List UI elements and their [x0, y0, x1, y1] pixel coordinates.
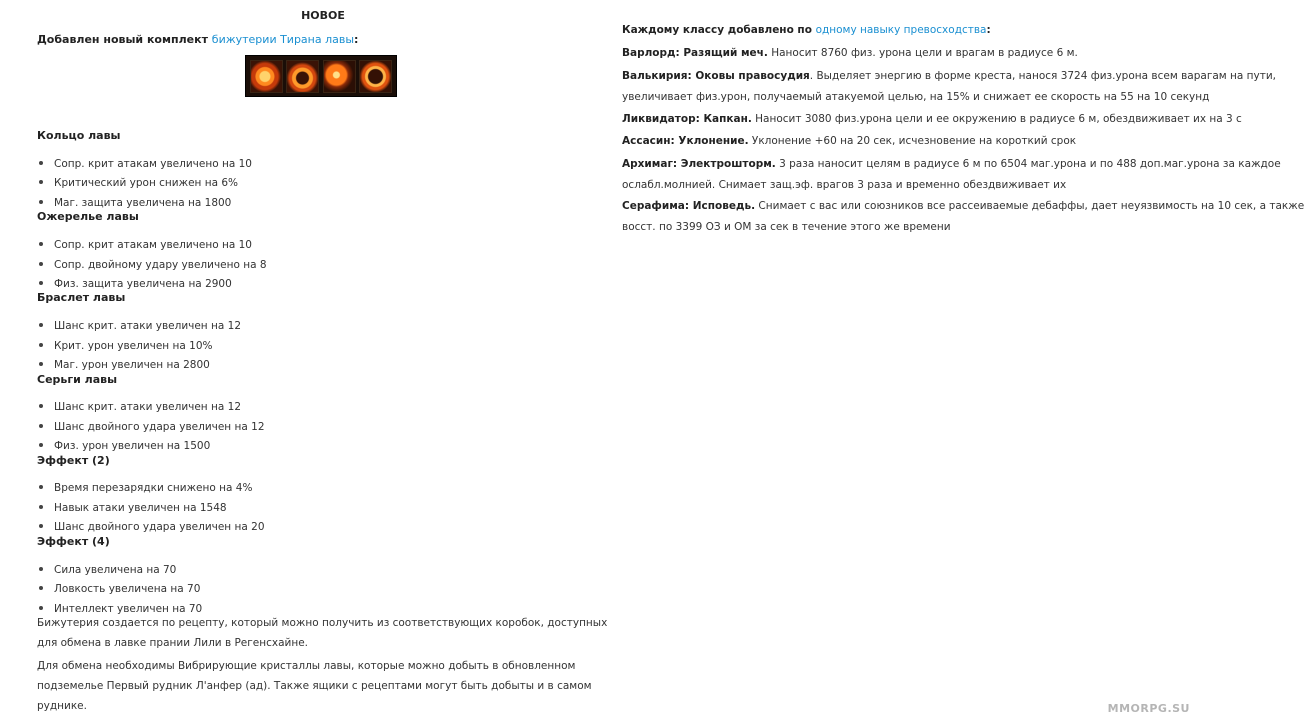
class-skill-line: [622, 113, 1242, 125]
set-intro-suffix: :: [354, 33, 359, 46]
list-item: Крит. урон увеличен на 10%: [37, 340, 212, 352]
class-skill-name: Варлорд: Разящий меч.: [622, 47, 768, 59]
section-title: Эффект (4): [37, 535, 110, 548]
class-skill-line: [622, 47, 1078, 59]
paragraph-recipe: Бижутерия создается по рецепту, который можно получить из соответствующих коробок, доступных для обмена в лавке прании Лили в Регенсхайне.: [37, 617, 608, 649]
list-item: Физ. урон увеличен на 1500: [37, 440, 210, 452]
class-skill-desc: увеличивает физ.урон, получаемый атакуемой целью, на 15% и снижает ее скорость на 55 на 10 секунд: [622, 91, 1210, 103]
class-skill-desc: восст. по 3399 ОЗ и ОМ за сек в течение этого же времени: [622, 221, 951, 233]
right-column: [622, 0, 1304, 723]
class-skill-name: Валькирия: Оковы правосудия: [622, 70, 810, 82]
list-item: Сопр. двойному удару увеличено на 8: [37, 259, 267, 271]
class-skill-name: Серафима: Исповедь.: [622, 200, 756, 212]
class-skill-line: [622, 200, 1304, 212]
skills-intro-prefix: Каждому классу добавлено по: [622, 24, 816, 36]
list-item: Маг. защита увеличена на 1800: [37, 197, 231, 209]
class-skill-desc: Наносит 8760 физ. урона цели и врагам в радиусе 6 м.: [767, 47, 1078, 59]
list-item: Шанс двойного удара увеличен на 20: [37, 521, 265, 533]
item-icons-strip: [245, 55, 397, 97]
section-title: Кольцо лавы: [37, 129, 121, 142]
class-skill-line: [622, 179, 1066, 191]
class-skill-name: Ассасин: Уклонение.: [622, 135, 749, 147]
section-title: Эффект (2): [37, 454, 110, 467]
list-item: Интеллект увеличен на 70: [37, 603, 202, 615]
class-skill-line: [622, 158, 1281, 170]
class-skill-desc: Наносит 3080 физ.урона цели и ее окружению в радиусе 6 м, обездвиживает их на 3 с: [751, 113, 1242, 125]
class-skill-line: [622, 70, 1276, 82]
list-item: Физ. защита увеличена на 2900: [37, 278, 232, 290]
set-intro-prefix: Добавлен новый комплект: [37, 33, 212, 46]
class-skill-desc: ослабл.молнией. Снимает защ.эф. врагов 3 раза и временно обездвиживает их: [622, 179, 1067, 191]
class-skill-desc: 3 раза наносит целям в радиусе 6 м по 6504 маг.урона и по 488 доп.маг.урона за каждое: [775, 158, 1281, 170]
list-item: Навык атаки увеличен на 1548: [37, 502, 227, 514]
skills-link[interactable]: одному навыку превосходства: [815, 24, 987, 36]
skills-intro-suffix: :: [986, 24, 991, 36]
list-item: Маг. урон увеличен на 2800: [37, 359, 210, 371]
skills-intro: [622, 24, 991, 36]
list-item: Время перезарядки снижено на 4%: [37, 482, 252, 494]
list-item: Ловкость увеличена на 70: [37, 583, 200, 595]
section-title: Серьги лавы: [37, 373, 118, 386]
necklace-icon[interactable]: [286, 60, 319, 93]
paragraph-exchange: Для обмена необходимы Вибрирующие кристаллы лавы, которые можно добыть в обновленном подземелье Первый рудник Л'анфер (ад). Также ящики с рецептами могут быть добыты и в самом руднике.: [37, 660, 592, 712]
earrings-icon[interactable]: [359, 60, 392, 93]
page-title: НОВОЕ: [301, 9, 345, 22]
class-skill-desc: Уклонение +60 на 20 сек, исчезновение на короткий срок: [748, 135, 1077, 147]
section-title: Ожерелье лавы: [37, 210, 139, 223]
class-skill-desc: Снимает с вас или союзников все рассеиваемые дебаффы, дает неуязвимость на 10 сек, а также: [755, 200, 1304, 212]
class-skill-line: [622, 91, 1209, 103]
list-item: Критический урон снижен на 6%: [37, 177, 238, 189]
list-item: Сопр. крит атакам увеличено на 10: [37, 158, 252, 170]
list-item: Шанс крит. атаки увеличен на 12: [37, 401, 241, 413]
class-skill-name: Архимаг: Электрошторм.: [622, 158, 776, 170]
watermark-logo: MMORPG.SU: [1107, 702, 1190, 715]
class-skill-line: [622, 221, 951, 233]
list-item: Шанс крит. атаки увеличен на 12: [37, 320, 241, 332]
class-skill-line: [622, 135, 1076, 147]
left-column: [37, 0, 608, 723]
list-item: Сила увеличена на 70: [37, 564, 176, 576]
set-intro: [37, 33, 358, 46]
list-item: Сопр. крит атакам увеличено на 10: [37, 239, 252, 251]
list-item: Шанс двойного удара увеличен на 12: [37, 421, 265, 433]
set-link[interactable]: бижутерии Тирана лавы: [211, 33, 355, 46]
class-skill-desc: . Выделяет энергию в форме креста, нанося 3724 физ.урона всем варагам на пути,: [809, 70, 1277, 82]
class-skill-name: Ликвидатор: Капкан.: [622, 113, 752, 125]
ring-icon[interactable]: [250, 60, 283, 93]
bracelet-icon[interactable]: [323, 60, 356, 93]
section-title: Браслет лавы: [37, 291, 126, 304]
